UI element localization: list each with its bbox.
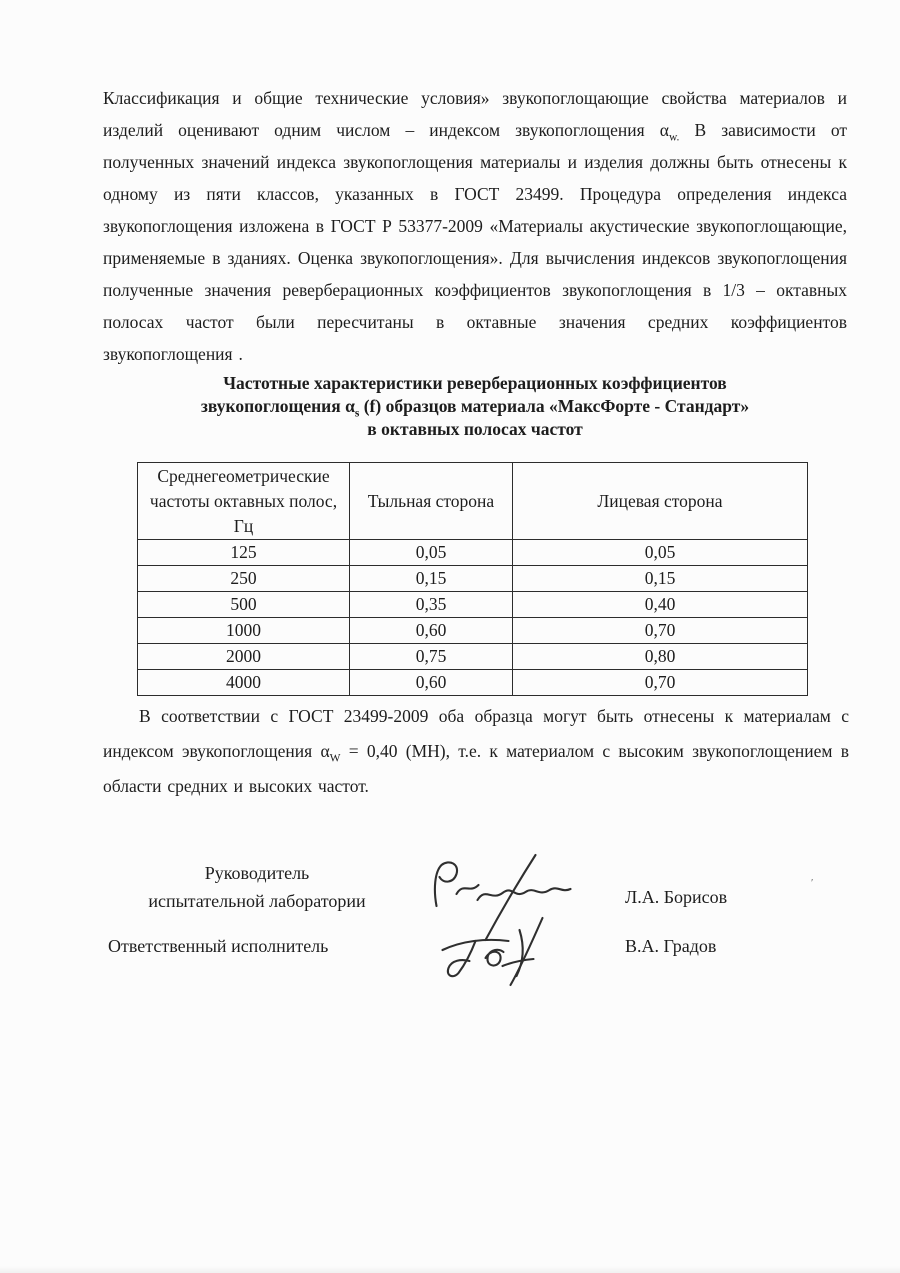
cell-back-value: 0,05 (350, 540, 513, 566)
header-cell-face-side: Лицевая сторона (513, 463, 808, 540)
alpha-s-subscript: s (354, 407, 360, 420)
role-head-line1: Руководитель (204, 863, 310, 883)
intro-paragraph (103, 82, 847, 370)
table-row (138, 592, 808, 618)
cell-frequency: 1000 (138, 618, 350, 644)
intro-paragraph-text-cont: В зависимости от полученных значений индекса звукопоглощения материалы и изделия должны быть отнесены к одному из пяти классов, указанных в ГОСТ 23499. Процедура определения индекса звукопоглощения изложена в ГОСТ Р 53377-2009 «Материалы акустические звукопоглощающие, применяемые в зданиях. Оценка звукопоглощения». Для вычисления индексов звукопоглощения полученные значения реверберационных коэффициентов звукопоглощения в 1/3 – октавных полосах частот были пересчитаны в октавные значения средних коэффициентов звукопоглощения . (103, 120, 848, 364)
table-row (138, 618, 808, 644)
signatory-role-responsible-executor: Ответственный исполнитель (108, 936, 329, 956)
signatory-name-gradov: В.А. Градов (625, 936, 717, 956)
cell-back-value: 0,35 (350, 592, 513, 618)
table-header (138, 463, 808, 540)
intro-paragraph-text: Классификация и общие технические условия» звукопоглощающие свойства материалов и изделий оценивают одним числом – индексом звукопоглощения α (103, 88, 847, 140)
table-title-line3: в октавных полосах частот (367, 419, 583, 439)
stray-scan-mark: ʹ (811, 877, 814, 889)
cell-frequency: 2000 (138, 644, 350, 670)
table-header-row (138, 463, 808, 540)
cell-back-value: 0,75 (350, 644, 513, 670)
table-title-line2-part1: звукопоглощения α (200, 396, 355, 416)
cell-face-value: 0,70 (513, 618, 808, 644)
signatory-name-borisov: Л.А. Борисов (625, 887, 728, 907)
cell-frequency: 4000 (138, 670, 350, 696)
cell-back-value: 0,15 (350, 566, 513, 592)
alpha-W-subscript: W (329, 752, 341, 765)
table-row (138, 566, 808, 592)
conclusion-paragraph (103, 699, 849, 804)
cell-frequency: 500 (138, 592, 350, 618)
table-row (138, 670, 808, 696)
cell-back-value: 0,60 (350, 670, 513, 696)
role-head-line2: испытательной лаборатории (148, 890, 366, 911)
table-row (138, 540, 808, 566)
cell-face-value: 0,80 (513, 644, 808, 670)
cell-frequency: 250 (138, 566, 350, 592)
cell-face-value: 0,05 (513, 540, 808, 566)
conclusion-text: В соответствии с ГОСТ 23499-2009 оба образца могут быть отнесены к материалам с индексом эвукопоглощения α (103, 706, 849, 761)
cell-face-value: 0,70 (513, 670, 808, 696)
header-cell-frequencies: Среднегеометрические частоты октавных полос, Гц (138, 463, 350, 540)
table-title-line1: Частотные характеристики реверберационных коэффициентов (223, 373, 727, 393)
table-row (138, 644, 808, 670)
header-cell-back-side: Тыльная сторона (350, 463, 513, 540)
cell-back-value: 0,60 (350, 618, 513, 644)
cell-frequency: 125 (138, 540, 350, 566)
conclusion-text-cont: = 0,40 (МН), т.е. к материалом с высоким звукопоглощением в области средних и высоких частот. (103, 741, 849, 796)
cell-face-value: 0,40 (513, 592, 808, 618)
scan-bottom-edge (0, 1266, 900, 1273)
signatory-role-lab-head (112, 860, 402, 915)
handwritten-signature-icon (420, 852, 600, 992)
alpha-w-subscript: w. (668, 131, 680, 144)
table-title-line2 (103, 395, 847, 418)
cell-face-value: 0,15 (513, 566, 808, 592)
absorption-coefficients-table (137, 462, 808, 696)
table-body (138, 540, 808, 696)
table-title (103, 372, 847, 441)
table-title-line2-part2: (f) образцов материала «МаксФорте - Стандарт» (359, 396, 750, 416)
